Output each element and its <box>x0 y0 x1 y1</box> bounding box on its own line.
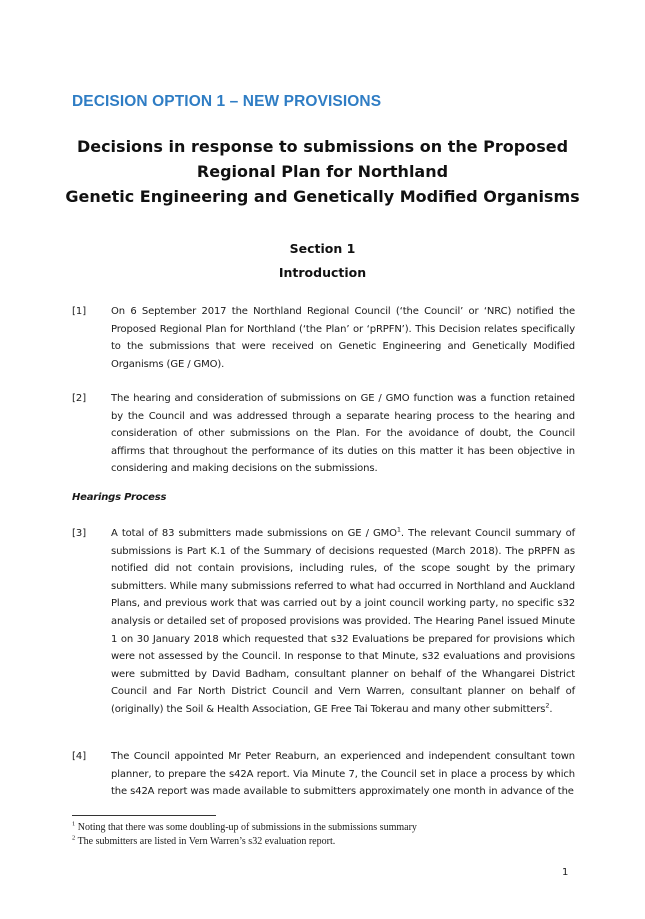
paragraph-text: On 6 September 2017 the Northland Regional Council (‘the Council’ or ‘NRC) notified the Proposed Regional Plan for Northland (‘the Plan’ or ‘pRPFN’). This Decision relates specifically to the submissions that were received on Genetic Engineering and Genetically Modified Organisms (GE / GMO). <box>111 306 575 370</box>
paragraph-text: The Council appointed Mr Peter Reaburn, an experienced and independent consultant town planner, to prepare the s42A report. Via Minute 7, the Council set in place a process by which the s42A report was made available to submitters approximately one month in advance of the <box>111 751 575 798</box>
footnote-ref-2[interactable]: 2 <box>545 701 550 710</box>
paragraph-number: [2] <box>72 393 87 404</box>
paragraph-number: [4] <box>72 751 87 762</box>
paragraph-number: [3] <box>72 528 87 539</box>
page-number: 1 <box>562 867 569 878</box>
paragraph-number: [1] <box>72 306 87 317</box>
footnote-ref-1[interactable]: 1 <box>396 525 401 534</box>
title-line-3: Genetic Engineering and Genetically Modified Organisms <box>65 187 580 206</box>
footnote-mark: 1 <box>72 820 76 828</box>
title-line-2: Regional Plan for Northland <box>196 162 449 181</box>
section-name: Introduction <box>278 265 367 280</box>
section-heading <box>40 237 605 285</box>
footnote-text: The submitters are listed in Vern Warren’s s32 evaluation report. <box>75 836 336 847</box>
footnote-2 <box>72 835 575 849</box>
paragraph-1 <box>72 303 575 373</box>
footnote-mark: 2 <box>72 834 76 842</box>
footnote-text: Noting that there was some doubling-up of submissions in the submissions summary <box>75 822 417 833</box>
footnotes <box>72 821 575 849</box>
paragraph-2 <box>72 390 575 478</box>
footnote-divider <box>72 815 216 816</box>
footnote-1 <box>72 821 575 835</box>
paragraph-4 <box>72 748 575 801</box>
paragraph-text-part: . <box>549 703 553 715</box>
paragraph-3 <box>72 525 575 719</box>
title-line-1: Decisions in response to submissions on the Proposed <box>76 137 569 156</box>
section-number: Section 1 <box>289 241 356 256</box>
hearings-process-heading: Hearings Process <box>72 492 167 503</box>
paragraph-text-part: . The relevant Council summary of submissions is Part K.1 of the Summary of decisions requested (March 2018). The pRPFN as notified did not contain provisions, including rules, of the scope sought by the primary submitters. While many submissions referred to what had occurred in Northland and Auckland Plans, and previous work that was carried out by a joint council working party, no specific s32 analysis or detailed set of proposed provisions was provided. The Hearing Panel issued Minute 1 on 30 January 2018 which requested that s32 Evaluations be prepared for provisions which were not assessed by the Council. In response to that Minute, s32 evaluations and provisions were submitted by David Badham, consultant planner on behalf of the Whangarei District Council and Far North District Council and Vern Warren, consultant planner on behalf of (originally) the Soil & Health Association, GE Free Tai Tokerau and many other submitters <box>111 528 575 715</box>
paragraph-text <box>111 525 575 719</box>
document-title <box>40 134 605 209</box>
paragraph-text: The hearing and consideration of submissions on GE / GMO function was a function retained by the Council and was addressed through a separate hearing process to the hearing and consideration of other submissions on the Plan. For the avoidance of doubt, the Council affirms that throughout the performance of its duties on this matter it has been objective in considering and making decisions on the submissions. <box>111 393 575 475</box>
paragraph-text-part: A total of 83 submitters made submissions on GE / GMO <box>111 528 397 539</box>
decision-option-heading: DECISION OPTION 1 – NEW PROVISIONS <box>72 93 382 110</box>
